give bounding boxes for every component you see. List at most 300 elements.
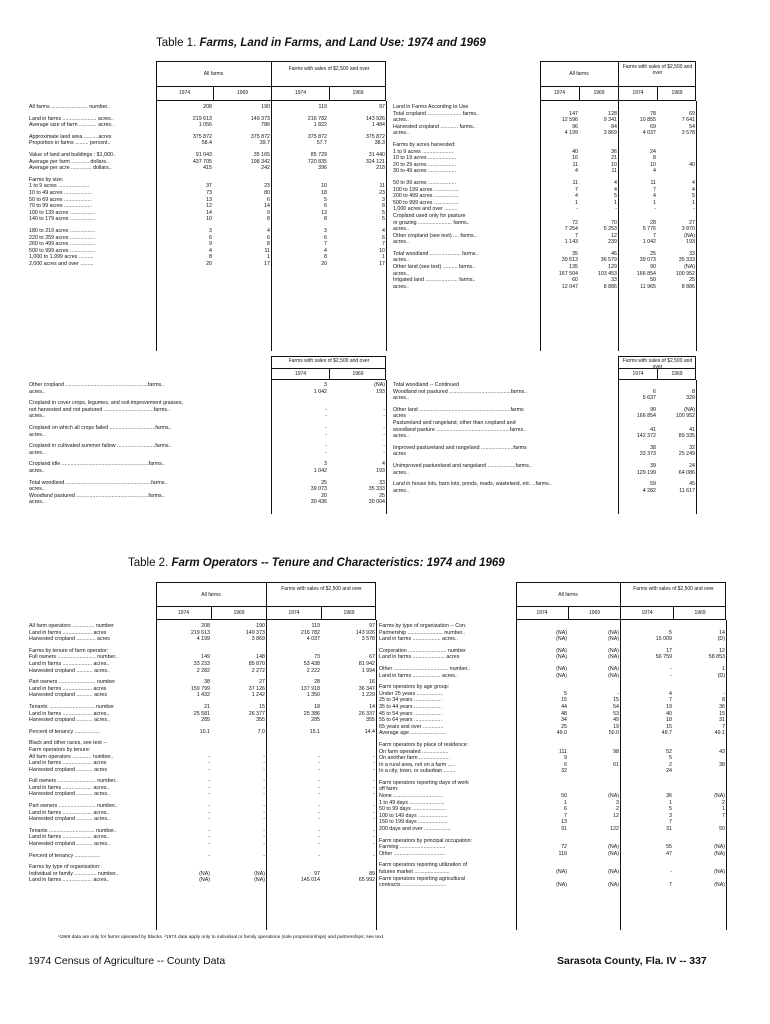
t1-lower-right-label: Land in house lots, barn lots, ponds, roads, wasteland, etc. ..farms.. — [393, 481, 552, 488]
t2-left-value — [156, 740, 211, 747]
t2-right-row — [378, 755, 726, 762]
t2-left-label: Part owners ......................... number — [29, 679, 115, 686]
t2-right-value: 2 — [616, 806, 619, 813]
t1-left-value: 3 — [382, 196, 385, 203]
t1-lower-right-value: 59 — [650, 481, 656, 488]
t1-left-value: 7 — [382, 241, 385, 248]
t2-left-label: All farm operators ............. number.. — [29, 753, 114, 760]
t1-left-label: Average size of farm ............ acres.. — [29, 122, 114, 129]
t1-left-value: 23 — [379, 189, 385, 196]
t1-right-row — [392, 193, 696, 200]
t1-right-value: 4 — [692, 179, 695, 186]
t2-right-label: 55 to 64 years ................... — [379, 717, 443, 724]
t1-right-value: 10 — [611, 161, 617, 168]
t2-right-value: 53 — [613, 710, 619, 717]
t2-left-label: Tenants ............................... number — [29, 703, 115, 710]
t1-lower-left-label: acres.. — [29, 413, 45, 420]
t2-left-row — [28, 760, 376, 767]
t2-right-row — [378, 636, 726, 643]
t1-lower-right-label: woodland pasture ..................................................farms.. — [393, 426, 527, 433]
t2-left-value: (NA) — [254, 870, 265, 877]
t1-right-value — [618, 213, 657, 220]
t2-left-value: 1 229 — [361, 692, 375, 699]
t1-left-label: 260 to 499 acres ................. — [29, 241, 95, 248]
t2-right-value: 7 — [722, 812, 725, 819]
t2-right-value: 38 — [719, 761, 725, 768]
t1-right-value: 69 — [650, 123, 656, 130]
t2-left-value: 3 578 — [361, 636, 375, 643]
t1-lower-left-label: acres.. — [29, 388, 45, 395]
table2-footnote: ¹1969 data are only for farms operated by Blacks. ²1974 data apply only to individual or family operations (sole proprietorships) and partnerships; see text. — [58, 935, 385, 940]
t1r-hdr-sales: Farms with sales of $2,500 and over — [622, 64, 693, 76]
t1-left-label: 50 to 69 acres ................... — [29, 196, 93, 203]
t2-right-value: 17 — [666, 647, 672, 654]
t2-left-value: 149 373 — [245, 629, 265, 636]
t1-right-row — [392, 168, 696, 175]
t1-lower-left-row — [28, 480, 386, 487]
t2-right-value — [620, 838, 673, 845]
t1-lower-left-label: not harvested and not pastured ..................................farms.. — [29, 406, 171, 413]
t2-right-row — [378, 711, 726, 718]
t1-left-row — [28, 261, 386, 268]
t2-right-label: off farm: — [379, 786, 399, 793]
t1-lower-left-value: - — [383, 413, 385, 420]
t1-right-value: 135 — [569, 264, 578, 271]
t2-right-value: 15 — [666, 723, 672, 730]
t2-right-value: 50 — [561, 793, 567, 800]
t1-right-label: acres.. — [393, 283, 409, 290]
t2-right-value: 6 — [564, 761, 567, 768]
t1-left-value: 23 — [264, 183, 270, 190]
t1-left-value: 38.3 — [374, 140, 385, 147]
t2-right-label: 200 days and over .................. — [379, 826, 451, 833]
t1-lower-right-value: 38 — [650, 444, 656, 451]
t2-left-value: - — [208, 791, 210, 798]
t2-right-value: 49.0 — [556, 730, 567, 737]
t1-left-value: 10 — [206, 216, 212, 223]
t1-lower-right-label: Improved pastureland and rangeland ......................farms — [393, 444, 527, 451]
t2-left-row — [28, 711, 376, 718]
t1-lower-left-value: - — [325, 449, 327, 456]
t1-right-value — [579, 142, 618, 149]
t1-low-hdr-sales: Farms with sales of $2,500 and over — [288, 358, 370, 364]
t2-right-value — [516, 742, 568, 749]
t2-right-row — [378, 684, 726, 691]
t2-left-row — [28, 648, 376, 655]
table2-heading: Farm Operators -- Tenure and Characteristics: 1974 and 1969 — [171, 557, 505, 569]
t1-right-value: 72 — [572, 219, 578, 226]
t1-left-value: 3 — [324, 227, 327, 234]
t2-left-label: Harvested cropland ........... acres.. — [29, 791, 110, 798]
t1-right-value: 11 965 — [640, 283, 656, 290]
t1-left-label: 100 to 139 acres ................. — [29, 209, 95, 216]
t2-right-value: (NA) — [714, 844, 725, 851]
t2-right-value — [673, 876, 726, 883]
t1-right-value: 4 037 — [642, 130, 656, 137]
t1-right-row — [392, 277, 696, 284]
t2-left-value: 38 — [204, 679, 210, 686]
t1-left-value: 6 — [324, 234, 327, 241]
t2-left-row — [28, 661, 376, 668]
t2-right-row — [378, 786, 726, 793]
t2-left-label: Land in farms .................... acres.. — [29, 710, 110, 717]
t1-lower-right-row — [392, 463, 696, 470]
t2-left-label: Harvested cropland ........... acres.. — [29, 717, 110, 724]
t2-left-row — [28, 841, 376, 848]
t2-right-label: On another farm ..................... — [379, 755, 450, 762]
t1-lower-left-row — [28, 382, 386, 389]
t2-right-value — [568, 780, 620, 787]
t1-left-label: Land in farms ....................... acres.. — [29, 115, 114, 122]
t1-lower-left-value: 4 — [382, 461, 385, 468]
t2-right-label: Land in farms ...................... acres — [379, 654, 460, 661]
t2-hdr-sales: Farms with sales of $2,500 and over — [281, 586, 362, 592]
t2-left-value: - — [208, 809, 210, 816]
t2-right-label: 50 to 99 days ....................... — [379, 806, 447, 813]
t1-left-row — [28, 248, 386, 255]
t2-right-value: (NA) — [556, 869, 567, 875]
t2-right-value: 5 — [669, 629, 672, 636]
t1-right-label: acres.. — [393, 257, 409, 264]
t1-right-value: 4 — [614, 186, 617, 193]
t1-right-value: 25 — [650, 250, 656, 257]
table2-left-body — [28, 623, 376, 884]
t1-lower-right-row — [392, 427, 696, 434]
t2-right-value — [516, 876, 568, 883]
t1-right-label: Irrigated land ...................... farms.. — [393, 277, 476, 284]
t2-left-row — [28, 692, 376, 699]
t1-left-value: 9 — [267, 209, 270, 216]
t2-left-value: - — [318, 841, 320, 848]
t1-left-row — [28, 216, 386, 223]
t2-right-row — [378, 623, 726, 630]
t1-right-value: 8 886 — [603, 283, 617, 290]
t1-lower-left-label: Other cropland ........................................................farms.. — [29, 382, 165, 388]
t2-right-label: Under 25 years .................. — [379, 690, 444, 697]
t1-left-value: 1 — [267, 254, 270, 261]
t2-right-value: 1 — [669, 799, 672, 806]
t1-right-value: 128 — [608, 110, 617, 117]
t2-right-label: Farm operators reporting agricultural — [379, 875, 465, 882]
t1-lower-left-value: 193 — [376, 467, 385, 474]
t1-right-value: 147 — [569, 110, 578, 117]
t2-right-value — [568, 786, 620, 793]
t2-right-value — [673, 862, 726, 869]
t2-right-value: 1 — [722, 806, 725, 813]
t1-right-value: 193 — [686, 239, 695, 246]
t2-left-row — [28, 679, 376, 686]
t1-lower-left-label: acres.. — [29, 431, 45, 438]
t1-right-value: 25 — [689, 277, 695, 284]
t2-right-label: 65 years and over .............. — [379, 723, 444, 730]
t1-left-row — [28, 235, 386, 242]
t2-right-value: 58 853 — [708, 654, 725, 661]
t2-right-value: (NA) — [608, 647, 619, 654]
t1-left-value: 4 — [382, 227, 385, 234]
t2-right-value: 7 — [669, 697, 672, 704]
t1-right-value: 166 854 — [636, 270, 656, 277]
t1-right-value: 5 — [692, 193, 695, 200]
t1-left-value: 6 — [209, 234, 212, 241]
t1-left-value — [271, 177, 328, 184]
t1-left-row — [28, 177, 386, 184]
t2-right-value: (NA) — [608, 869, 619, 875]
t2-right-row — [378, 780, 726, 787]
t2-right-label: contracts .............................. — [379, 882, 447, 889]
t2-right-value: 4 — [669, 690, 672, 697]
t2-right-value: (NA) — [556, 636, 567, 643]
t1-lower-left-value: 25 — [321, 479, 327, 486]
t2-left-value: - — [263, 766, 265, 773]
t2-right-label: 150 to 199 days .................... — [379, 819, 448, 826]
table2-number: Table 2. — [128, 557, 169, 569]
t1-left-value: 5 — [382, 209, 385, 216]
t1-lower-left-value: - — [383, 406, 385, 413]
t2-left-value: 4 037 — [306, 636, 320, 643]
t2-left-value: 355 — [366, 717, 375, 724]
t1-left-label: 180 to 219 acres ................. — [29, 227, 95, 234]
t1-right-value: 90 — [650, 264, 656, 271]
t2-left-value: 2 272 — [251, 667, 265, 674]
t2-left-value: - — [373, 809, 375, 816]
t2-right-row — [378, 654, 726, 661]
t2-right-label: Farm operators by place of residence: — [379, 741, 469, 748]
t1-hdr-1969b: 1969 — [352, 90, 364, 96]
t2-left-value: - — [318, 852, 320, 859]
t2-right-value: 98 — [613, 748, 619, 755]
t2-right-value: 49.7 — [661, 730, 672, 737]
t1-right-row — [392, 206, 696, 213]
t2r-hdr-1969b: 1969 — [694, 610, 706, 616]
t2-left-label: Farms by tenure of farm operator: — [29, 647, 109, 654]
t2-left-value: - — [263, 803, 265, 810]
t1-left-value: 375 872 — [250, 133, 270, 140]
t2-right-value — [673, 742, 726, 749]
t2r-hdr-all-farms: All farms — [558, 592, 578, 598]
t2-left-value — [266, 740, 321, 747]
t1-right-value: 1 — [653, 199, 656, 206]
t1-right-row — [392, 117, 696, 124]
t1-lower-right-value: 33 373 — [639, 451, 656, 458]
t2-hdr-all-farms: All farms — [201, 592, 221, 598]
t1-left-label: 140 to 179 acres ................. — [29, 216, 95, 223]
t2-left-value: 355 — [256, 717, 265, 724]
t1-left-value: 73 — [206, 189, 212, 196]
t1-right-value — [618, 104, 657, 111]
t2-right-row — [378, 869, 726, 876]
t2-left-value: 18 — [314, 703, 320, 710]
t2-right-value: (NA) — [714, 850, 725, 857]
t2-right-value — [568, 684, 620, 691]
t2-right-value: 48 — [561, 710, 567, 717]
t2-right-value: 36 — [666, 793, 672, 800]
t2-left-value: - — [373, 766, 375, 773]
t1-right-value: - — [615, 206, 617, 213]
t1-right-value — [657, 213, 696, 220]
t1-left-value: 20 — [321, 260, 327, 267]
t1-right-value: 103 453 — [597, 270, 617, 277]
t1r-low-hdr-1969: 1969 — [671, 371, 683, 377]
t1-lower-right-row — [392, 420, 696, 427]
t2-right-label: Farm operators by principal occupation: — [379, 837, 473, 844]
t2-left-value — [321, 648, 376, 655]
t1-lower-right-value: 6 — [653, 388, 656, 395]
t2-right-row — [378, 724, 726, 731]
t1-right-value: - — [693, 206, 695, 213]
t1-left-value: 218 — [376, 165, 385, 172]
t2-right-row — [378, 697, 726, 704]
t2-right-value: 25 — [561, 723, 567, 730]
t1-right-value: 84 — [611, 123, 617, 130]
t1-right-value — [579, 104, 618, 111]
t1-right-value: 7 — [653, 186, 656, 193]
t2-left-value: - — [208, 766, 210, 773]
t1-right-value: 11 — [611, 168, 617, 175]
t1-right-row — [392, 233, 696, 240]
t2-right-row — [378, 838, 726, 845]
t1-left-value: 31 440 — [368, 151, 385, 158]
t2-left-label: Harvested cropland ............. acres — [29, 636, 110, 643]
t1-lower-left-row — [28, 461, 386, 468]
t1-right-label: Total woodland ..................... farms.. — [393, 250, 479, 257]
t1-lower-right-row — [392, 389, 696, 396]
t1-right-label: acres.. — [393, 130, 409, 137]
t1r-hdr-1969: 1969 — [593, 90, 605, 96]
t2-left-row — [28, 828, 376, 835]
t2-left-value — [266, 747, 321, 754]
t2-right-value — [568, 838, 620, 845]
t1-right-value: 7 641 — [681, 117, 695, 124]
t2-left-value: 15 — [259, 703, 265, 710]
t2-right-row — [378, 793, 726, 800]
t1-right-row — [392, 220, 696, 227]
t1-left-value: 198 342 — [250, 158, 270, 165]
t2-left-value: 65 992 — [358, 877, 375, 884]
t2-right-value: (NA) — [556, 654, 567, 661]
t2-left-row — [28, 717, 376, 724]
t1-left-value: 6 — [324, 203, 327, 210]
t2-left-value: - — [263, 778, 265, 785]
t1-lower-right-value: 24 — [689, 462, 695, 469]
t2-right-label: Other ..................................... number.. — [379, 665, 471, 672]
t1-hdr-sales: Farms with sales of $2,500 and over — [288, 66, 370, 72]
t1-lower-right-row — [392, 413, 696, 420]
t1-lower-right-value — [618, 420, 657, 427]
t1-right-value: 16 — [572, 155, 578, 162]
t2-right-value: (NA) — [608, 882, 619, 889]
t2-right-value: 15 009 — [655, 636, 672, 643]
t1-right-value: 3 578 — [681, 130, 695, 137]
t1-lower-right-value: 39 — [650, 462, 656, 469]
t2-left-row — [28, 778, 376, 785]
t2-left-label: Harvested cropland ........... acres — [29, 766, 108, 773]
t2-right-value: - — [723, 690, 725, 697]
t2-left-value: 15.1 — [309, 728, 320, 735]
t1-right-value: 5 — [614, 193, 617, 200]
t2-left-row — [28, 654, 376, 661]
t1-lower-left-row — [28, 450, 386, 457]
t2-left-row — [28, 630, 376, 637]
t2-right-value: 3 — [669, 812, 672, 819]
t1-lower-left-label: Total woodland ..........................................................farms.. — [29, 479, 168, 486]
t2-left-value: - — [263, 784, 265, 791]
t2-left-value: 143 926 — [355, 629, 375, 636]
t2-right-value: 40 — [666, 710, 672, 717]
t1-left-value: 17 — [264, 260, 270, 267]
t1-lower-right-row — [392, 382, 696, 389]
t2-left-value: - — [318, 803, 320, 810]
t1-right-label: or grazing ....................... farms.. — [393, 219, 470, 226]
t1-left-label: 70 to 99 acres ................... — [29, 203, 93, 210]
t1-left-value: 3 — [209, 227, 212, 234]
t1-left-value: 396 — [318, 165, 327, 172]
t2-right-value: 72 — [561, 844, 567, 851]
t2-right-value: 91 — [561, 826, 567, 833]
t2-right-value: (NA) — [608, 793, 619, 800]
t1-right-label: Cropland used only for pasture — [393, 212, 466, 219]
t2-right-value: (NA) — [608, 665, 619, 672]
t2-right-value: 111 — [558, 748, 567, 755]
t2-right-row — [378, 862, 726, 869]
t1-hdr-1974: 1974 — [178, 90, 191, 96]
t2-left-value: - — [373, 791, 375, 798]
t2-right-value — [673, 838, 726, 845]
t2-right-value: 6 — [564, 806, 567, 813]
t1-right-value — [657, 155, 696, 162]
t2-left-value: - — [373, 778, 375, 785]
t1-right-row — [392, 149, 696, 156]
t2-left-value: 137 918 — [300, 685, 320, 692]
t1-left-value: 4 — [267, 227, 270, 234]
t1-left-value: 7 — [324, 241, 327, 248]
t2-right-label: Corporation .......................... number — [379, 647, 466, 654]
t2-right-value — [673, 786, 726, 793]
t1-low-hdr-1974: 1974 — [294, 371, 307, 377]
t2-right-value: 119 — [558, 850, 567, 857]
t1-right-label: 1 to 9 acres ..................... — [393, 148, 454, 155]
t2-left-label: All farm operators ............... number — [29, 623, 114, 629]
t1-right-label: 1,000 acres and over ......... — [393, 206, 458, 213]
t2-left-value: 97 — [314, 870, 320, 877]
t1-right-value: - — [576, 206, 578, 213]
t2-left-row — [28, 636, 376, 643]
t2r-hdr-1969: 1969 — [588, 610, 601, 616]
t1-right-value — [657, 142, 696, 149]
t1-left-value: 12 — [206, 203, 212, 210]
t2-right-value: 5 — [669, 755, 672, 762]
t2r-hdr-sales: Farms with sales of $2,500 and over — [633, 586, 714, 592]
t1-right-value: 7 — [575, 186, 578, 193]
t1-right-label: Harvested cropland ............ farms.. — [393, 123, 476, 130]
t2-right-value — [568, 623, 620, 630]
t1-right-value: 39 073 — [639, 257, 656, 264]
t1-left-row — [28, 241, 386, 248]
t1-lower-right-row — [392, 488, 696, 495]
t1-right-value: 1 — [614, 199, 617, 206]
t1-left-value: 9 — [209, 241, 212, 248]
t1-left-value: 17 — [379, 260, 385, 267]
t1-lower-right-label: acres — [393, 451, 406, 458]
t2-right-label: Other ................................... — [379, 850, 446, 857]
t2-left-label: Land in farms .................... acres — [29, 629, 107, 636]
t2-right-label: 35 to 44 years ................... — [379, 703, 443, 710]
t2-left-value: 4 199 — [196, 636, 210, 643]
t1-right-value: 4 — [614, 179, 617, 186]
t2-left-label: Full owners .......................... number.. — [29, 654, 118, 661]
t2-left-value: 1 994 — [361, 667, 375, 674]
t2-right-value: - — [617, 690, 619, 697]
t1-left-value: 190 — [261, 104, 270, 110]
